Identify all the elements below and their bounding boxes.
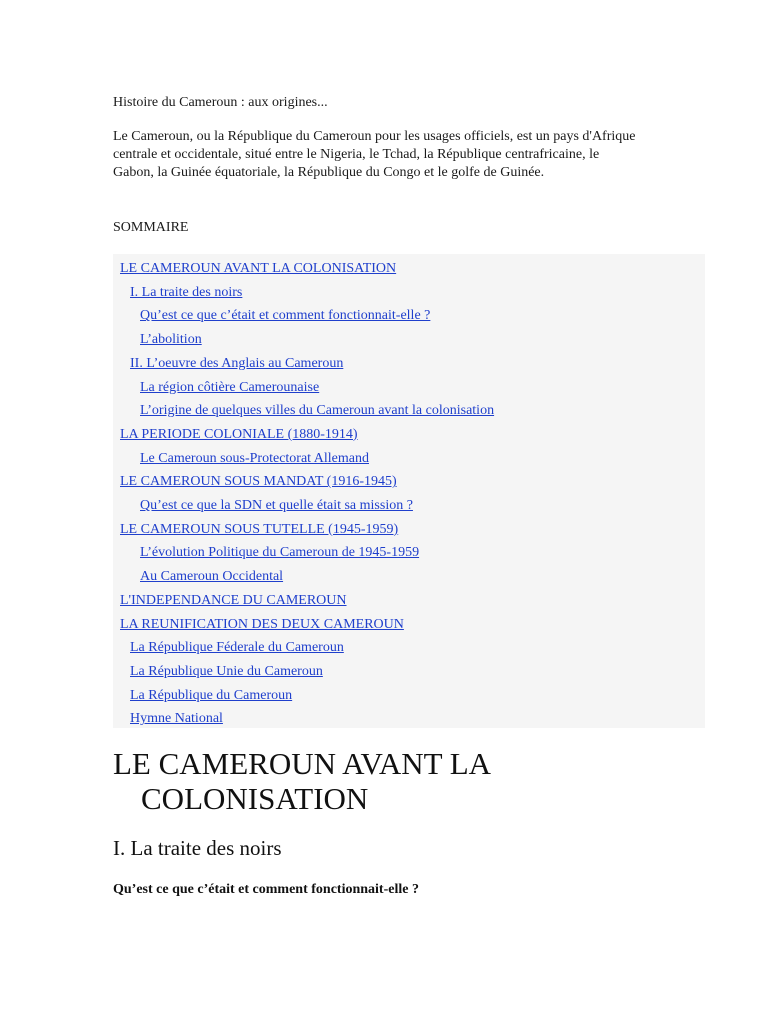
toc-link[interactable]: L’abolition (140, 332, 202, 348)
toc-link[interactable]: La République Féderale du Cameroun (130, 640, 344, 656)
toc-link[interactable]: LA REUNIFICATION DES DEUX CAMEROUN (120, 616, 404, 632)
toc-link[interactable]: Au Cameroun Occidental (140, 569, 284, 585)
toc-link[interactable]: LA PERIODE COLONIALE (1880-1914) (120, 426, 358, 442)
toc-link[interactable]: L’évolution Politique du Cameroun de 1945-1959 (140, 545, 420, 561)
intro-paragraph: Le Cameroun, ou la République du Cameroun pour les usages officiels, est un pays d'Afrique centrale et occidentale, situé entre le Nigeria, le Tchad, la République centrafricaine, le Gabon, la Guinée équatoriale, la République du Congo et le golfe de Guinée. (113, 129, 636, 180)
toc-link[interactable]: La région côtière Camerounaise (140, 379, 320, 395)
sommaire-label: SOMMAIRE (113, 220, 189, 235)
toc-link[interactable]: Qu’est ce que c’était et comment fonctionnait-elle ? (140, 308, 431, 324)
toc-link[interactable]: I. La traite des noirs (130, 284, 243, 300)
toc-link[interactable]: La République Unie du Cameroun (130, 663, 323, 679)
toc-link[interactable]: LE CAMEROUN SOUS MANDAT (1916-1945) (120, 474, 397, 490)
toc-link[interactable]: II. L’oeuvre des Anglais au Cameroun (130, 355, 344, 371)
toc-link[interactable]: LE CAMEROUN AVANT LA COLONISATION (120, 261, 397, 276)
toc-link[interactable]: Hymne National (130, 711, 223, 727)
toc-link[interactable]: L’origine de quelques villes du Cameroun avant la colonisation (140, 403, 495, 419)
subsection-heading: I. La traite des noirs (113, 836, 282, 860)
toc-link[interactable]: Le Cameroun sous-Protectorat Allemand (140, 450, 369, 466)
sub-subsection-heading: Qu’est ce que c’était et comment fonctionnait-elle ? (113, 882, 419, 897)
table-of-contents (113, 254, 705, 728)
toc-link[interactable]: Qu’est ce que la SDN et quelle était sa mission ? (140, 498, 413, 514)
section-heading: LE CAMEROUN AVANT LA COLONISATION (113, 746, 490, 816)
document-subtitle: Histoire du Cameroun : aux origines... (113, 95, 328, 110)
toc-link[interactable]: L'INDEPENDANCE DU CAMEROUN (120, 592, 347, 608)
toc-link[interactable]: La République du Cameroun (130, 687, 293, 703)
toc-link[interactable]: LE CAMEROUN SOUS TUTELLE (1945-1959) (120, 521, 399, 537)
